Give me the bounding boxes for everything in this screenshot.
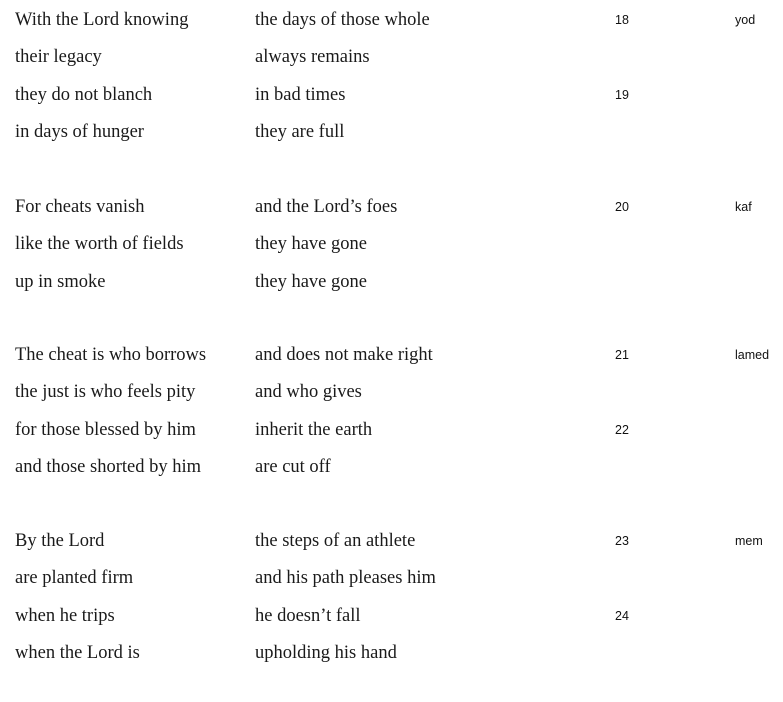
- verse-number: 18: [615, 13, 629, 27]
- line-first-half: The cheat is who borrows: [15, 345, 207, 365]
- line-first-half: are planted firm: [15, 568, 134, 589]
- line-first-half: like the worth of fields: [15, 234, 184, 255]
- line-second-half: and his path pleases him: [255, 568, 436, 589]
- line-second-half: they have gone: [255, 271, 367, 292]
- poem-line: [0, 235, 783, 272]
- poem-line: [0, 607, 783, 644]
- stanza-lamed: [0, 346, 783, 495]
- poem-line: [0, 346, 783, 383]
- poem-line: [0, 532, 783, 569]
- poem-line: [0, 11, 783, 48]
- line-first-half: By the Lord: [15, 531, 105, 551]
- line-second-half: the days of those whole: [255, 10, 430, 30]
- poem-line: [0, 48, 783, 85]
- line-second-half: upholding his hand: [255, 642, 397, 663]
- poem-line: [0, 421, 783, 458]
- line-second-half: they are full: [255, 121, 345, 142]
- line-second-half: they have gone: [255, 234, 367, 255]
- line-second-half: inherit the earth: [255, 419, 373, 440]
- poem-line: [0, 644, 783, 681]
- poem-line: [0, 198, 783, 235]
- line-second-half: the steps of an athlete: [255, 531, 416, 551]
- line-second-half: he doesn’t fall: [255, 605, 361, 626]
- stanza-mem: [0, 532, 783, 681]
- verse-number: 20: [615, 200, 629, 214]
- line-first-half: for those blessed by him: [15, 419, 196, 440]
- line-first-half: in days of hunger: [15, 121, 144, 142]
- line-first-half: their legacy: [15, 47, 102, 68]
- hebrew-letter-label: mem: [735, 534, 763, 548]
- poem-line: [0, 86, 783, 123]
- hebrew-letter-label: lamed: [735, 348, 770, 362]
- poem-line: [0, 123, 783, 160]
- verse-number: 22: [615, 422, 629, 437]
- line-second-half: are cut off: [255, 456, 331, 477]
- poem-line: [0, 383, 783, 420]
- line-second-half: and who gives: [255, 382, 362, 403]
- stanza-yod: [0, 11, 783, 160]
- hebrew-letter-label: kaf: [735, 200, 752, 214]
- line-second-half: always remains: [255, 47, 370, 68]
- verse-number: 19: [615, 87, 629, 102]
- line-first-half: the just is who feels pity: [15, 382, 196, 403]
- line-first-half: when he trips: [15, 605, 115, 626]
- verse-number: 24: [615, 608, 629, 623]
- hebrew-letter-label: yod: [735, 13, 756, 27]
- verse-number: 21: [615, 348, 629, 362]
- line-first-half: they do not blanch: [15, 84, 153, 105]
- line-first-half: With the Lord knowing: [15, 10, 189, 30]
- line-second-half: and the Lord’s foes: [255, 197, 398, 217]
- line-second-half: in bad times: [255, 84, 346, 105]
- line-second-half: and does not make right: [255, 345, 433, 365]
- line-first-half: up in smoke: [15, 271, 106, 292]
- verse-number: 23: [615, 534, 629, 548]
- stanza-kaf: [0, 198, 783, 310]
- poem-line: [0, 273, 783, 310]
- line-first-half: For cheats vanish: [15, 197, 145, 217]
- line-first-half: and those shorted by him: [15, 456, 202, 477]
- line-first-half: when the Lord is: [15, 642, 140, 663]
- poem-line: [0, 458, 783, 495]
- poem-line: [0, 569, 783, 606]
